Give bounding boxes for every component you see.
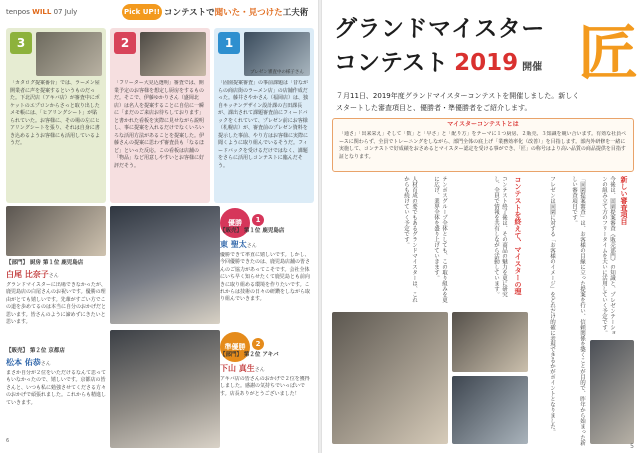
- right-page: [322, 0, 640, 453]
- winner2-photo: [110, 330, 220, 448]
- winner-comment: まさか自分が２位をいただけるなんて思ってもいなかったので、嬉しいです。京都店の皆さんと、いつも私に勉強させてくださる方々のおかげで頑張れました。これからも精進していきます。: [6, 370, 106, 406]
- article-column: テンポスグループ全体としても、この取り組みを更に広げ、業界全体を盛り上げていきます。: [433, 176, 447, 303]
- tip-photo-caption: プレゼン審査中の様子さん: [250, 70, 304, 75]
- title-line-2: コンテスト 2019 開催: [334, 50, 543, 76]
- article-lead: ７月11日、2019年度グランドマイスターコンテストを開催しました。新しくスタートした審査項目と、優勝者・準優勝者をご紹介します。: [336, 92, 580, 112]
- article-title: [334, 14, 574, 86]
- tip-photo: [36, 32, 102, 76]
- winner-tag: 【部門】 厨房 第１位 鹿児島店: [6, 260, 84, 266]
- tip-text: 「フリーター大見込選明」審査では、開業予定のお客様を想定し厨房をするものだ。そこで、伊藤ゆかりさん（盛岡北店）は名人を提案することに自信に一瞬に「まだのご来店お待ちしております」と書かれた看板を実際に見せながら説明し、事に提案を入れるだけでなくいろいろな活用方法があることを提案した。伊藤さんの提案に思わず審査員も「なるほど」といった反応。この看板は店舗の「物品」など用意しやすいとお客様に好評だそう。: [114, 80, 205, 169]
- page-number-right: 5: [630, 443, 634, 450]
- page-header: [6, 6, 77, 18]
- about-box-title: マイスターコンテストとは: [447, 121, 519, 128]
- winner-name: 東 聖太さん: [220, 240, 257, 249]
- winner-tag: 【販売】 第１位 鹿児島店: [220, 228, 285, 234]
- winner-tag: 【部門】 第２位 アキバ: [220, 352, 279, 358]
- article-photo: [452, 312, 528, 372]
- pickup-lead: コンテストで聞いた・見つけた工夫術: [164, 8, 309, 18]
- pickup-badge: Pick UP!!: [122, 4, 162, 20]
- magazine-name: WILL: [32, 8, 52, 16]
- title-line-1: グランドマイスター: [334, 16, 545, 42]
- section-head-after-contest: コンテストを終えて、マイスターの理: [514, 176, 522, 295]
- tip-text: 「固園提案審査」の事前課題は「昔ながらの商店街のラーメン店」の店舗作成だった。藤井さやかさん（福岡店）は、独自キッチンデザイン設計課の吉田課長が、課出されて課題審査前にフィードバックをくれていて、プレゼン前にお客様（札幌店）が、審査前のプレゼン資料を提示した事前、やり方はお客様に実際に聞くように取り組んでいるそうだ。フィードバックを受けるだけではなく、課題をさらに活用しコンテストに臨んだそう。: [218, 80, 309, 169]
- winner-comment: アキバ店の皆さんのおかげで２位を獲得しました。感謝の気持ちでいっぱいです。店長ありがとうございました！: [220, 376, 310, 397]
- winner-badge: 準優勝: [220, 332, 250, 362]
- title-year: 2019: [454, 50, 519, 76]
- takumi-kanji: 匠: [578, 19, 638, 89]
- article-column: フレゼンは固園に対する「お客様のイメージ」をどれだけ的確に表現できるかがポイントとなりました。: [549, 176, 555, 435]
- winner-name: 松本 佑恭さん: [6, 358, 51, 367]
- tip-number: 1: [218, 32, 240, 54]
- winners-main: [110, 206, 314, 450]
- rank-medal: 1: [252, 214, 264, 226]
- tip-text: 「カタログ提案番台」では、ラーメン屋開業者に声を提案するというものだった。下北沢店（アキバ店）が審査中にポケットのエプロンからさっと取り出したメモ帳には、「ヒアリングシート」が貼られていた。お客様に、その場の左にヒアリングシートを張り、それは自身に書き込めるようお客様にも活用しているようだ。: [10, 80, 101, 146]
- article-column: コンテスト終了後は、その商品の魅力を更に研究し、全員で情報を共有しながら活動しています。: [493, 176, 507, 297]
- brand-logo: tenpos: [6, 8, 30, 16]
- article-column: 今後は、固園提案審査（販売部門）の知識と、プレゼンテーションの組み立て方のフリータイムを大いに活用していく予定です。: [601, 176, 615, 336]
- winner1-photo: [110, 206, 220, 324]
- about-box: [332, 118, 634, 172]
- tip-number: 3: [10, 32, 32, 54]
- tip-card-1: [214, 28, 314, 203]
- tip-card-2: [110, 28, 210, 203]
- tip-card-3: [6, 28, 106, 203]
- winner-photo: [6, 206, 106, 256]
- rank-medal: 2: [252, 338, 264, 350]
- article-column: 「固園提案審査」は、お客様の目線に立った提案を行い、信頼関係を築くことが目的で、昨年から始まった新しい審査項目です。: [571, 176, 585, 446]
- winner-left-column: [6, 206, 106, 450]
- article-column: 人材育成の要でもあるグランドマイスターは、これからも続けていく予定です。: [403, 176, 417, 303]
- tip-number: 2: [114, 32, 136, 54]
- tips-cards: [6, 28, 314, 203]
- article-photo: [590, 340, 634, 444]
- issue-label: 07 July: [53, 8, 78, 16]
- left-page: [0, 0, 318, 453]
- winner-comment: 優勝できて率直に嬉しいです。しかし、今回優勝できたのは、鹿児島店舗の皆さんのご協力があってこそです。会社全体にいち早く知らせたくて鹿児島とも前向きに取り組める環境を作りたいです。これからは技術の日々の研鑽をしながら取り組んでいきます。: [220, 252, 311, 303]
- winner-comment: グランドマイスターに出場できなかったが、鹿児島店の白尾さんのお祝いです。優勝の理由がとても嬉しいです。先輩がすごい方でこの道を歩めてるのは本当に自分のおかげだと思います。皆さんのように諦めずにきたいと思います。: [6, 282, 106, 326]
- winner-name: 下山 真生さん: [220, 364, 265, 373]
- title-suffix: 開催: [522, 62, 543, 73]
- tip-photo: [140, 32, 206, 76]
- about-box-text: 「通さ」「出来栄え」そして「数」と「早さ」と「配り方」をテーマに１つ厨房、２販売、３知識を競い合います。有効な社員ペースに関わらず、全員でトレーニングをしながら、部門全体の底上げ「業務効率化（改善）」を目指します。部内外研修を一緒に実施して、コンテストで好成績をおさめるとマイスター認定を受ける事ができ、「匠」の称号はより高い品質の商品提供を目指す証となります。: [339, 131, 627, 160]
- section-head-new-criteria: 新しい審査項目: [620, 176, 628, 225]
- page-number-left: 6: [6, 438, 10, 444]
- article-photo: [452, 376, 528, 444]
- winner-badge: 優勝: [220, 208, 250, 238]
- winner-name: 白尾 比奈子さん: [6, 270, 59, 279]
- article-photo: [332, 312, 448, 444]
- winner-tag: 【販売】 第２位 京都店: [6, 348, 65, 354]
